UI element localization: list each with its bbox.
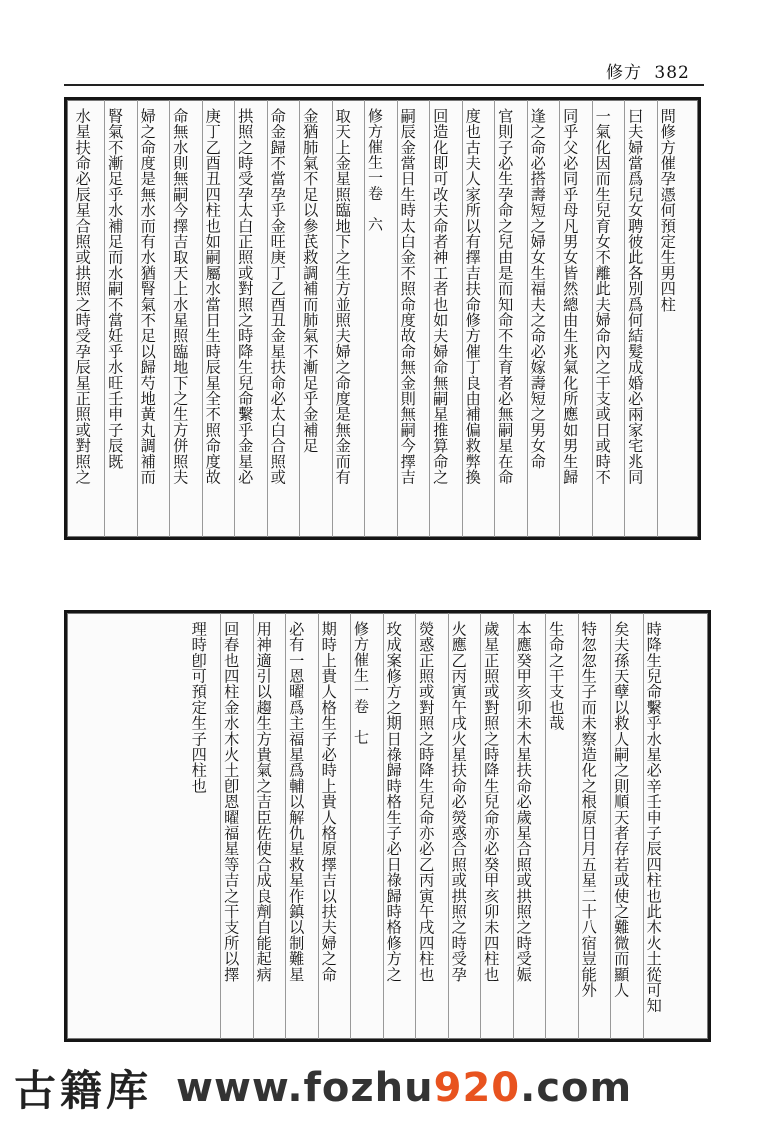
text-column: 腎氣不漸足乎水補足而水嗣不當妊乎水旺壬申子辰既	[106, 108, 125, 470]
text-column: 本應癸甲亥卯未木星扶命必歲星合照或拱照之時受娠	[514, 621, 533, 983]
column-rule	[462, 100, 463, 537]
site-name: 古籍库	[14, 1066, 153, 1115]
text-column: 回造化即可改夫命者神工者也如夫婦命無嗣星推算命之	[431, 108, 450, 485]
text-column: 拱照之時受孕太白正照或對照之時降生兒命繫乎金星必	[236, 108, 255, 485]
column-rule	[169, 100, 170, 537]
column-rule	[643, 613, 644, 1039]
section-title: 修方	[606, 63, 642, 83]
text-column: 問修方催孕憑何預定生男四柱	[658, 108, 677, 313]
text-column: 玫成案修方之期日祿歸時格生子必日祿歸時格修方之	[384, 621, 403, 983]
page-header	[600, 58, 690, 83]
text-column: 修方催生一卷 七	[352, 621, 370, 745]
text-column: 金猶肺氣不足以參芪救調補而肺氣不漸足乎金補足	[301, 108, 320, 454]
text-column: 命無水則無嗣今擇吉取天上水星照臨地下之生方併照夫	[171, 108, 190, 485]
page-number: 382	[654, 63, 690, 83]
text-column: 用神適引以趨生方貴氣之吉臣佐使合成良劑自能起病	[254, 621, 273, 983]
text-column: 生命之干支也哉	[547, 621, 566, 731]
bottom-text-panel	[64, 610, 711, 1042]
text-column: 同乎父必同乎母凡男女皆然總由生兆氣化所應如男生歸	[561, 108, 580, 485]
column-rule	[415, 613, 416, 1039]
column-rule	[137, 100, 138, 537]
text-column: 特忽忽生子而未察造化之根原日月五星二十八宿豈能外	[579, 621, 598, 998]
url-prefix: www.fozhu	[176, 1065, 434, 1111]
text-column: 曰夫婦當爲兒女聘彼此各別爲何結髮成婚必兩家宅兆同	[626, 108, 645, 485]
text-column: 取天上金星照臨地下之生方並照夫婦之命度是無金而有	[333, 108, 352, 485]
column-rule	[494, 100, 495, 537]
site-url[interactable]	[176, 1065, 632, 1111]
text-column: 官則子必生孕命之兒由是而知命不生育者必無嗣星在命	[496, 108, 515, 485]
column-rule	[104, 100, 105, 537]
text-column: 時降生兒命繫乎水星必辛壬申子辰四柱也此木火土從可知	[644, 621, 663, 1014]
text-column: 一氣化因而生兒育女不離此夫婦命內之干支或日或時不	[593, 108, 612, 485]
text-column: 水星扶命必辰星合照或拱照之時受孕辰星正照或對照之	[73, 108, 92, 485]
column-rule	[202, 100, 203, 537]
text-column: 庚丁乙酉丑四柱也如嗣屬水當日生時辰星全不照命度故	[203, 108, 222, 485]
column-rule	[429, 100, 430, 537]
column-rule	[234, 100, 235, 537]
text-column: 必有一恩曜爲主福星爲輔以解仇星救星作鎮以制難星	[287, 621, 306, 983]
column-rule	[397, 100, 398, 537]
text-column: 嗣辰金當日生時太白金不照命度故命無金則無嗣今擇吉	[398, 108, 417, 485]
column-rule	[350, 613, 351, 1039]
text-column: 婦之命度是無水而有水猶腎氣不足以歸芍地黃丸調補而	[138, 108, 157, 485]
watermark-footer	[14, 1058, 714, 1118]
text-column: 矣夫孫天孽以救人嗣之則順天者存若或使之難微而顯人	[612, 621, 631, 998]
column-rule	[624, 100, 625, 537]
text-column: 熒惑正照或對照之時降生兒命亦必乙丙寅午戌四柱也	[417, 621, 436, 983]
text-column: 理時卽可預定生子四柱也	[189, 621, 208, 794]
column-rule	[448, 613, 449, 1039]
column-rule	[545, 613, 546, 1039]
column-rule	[299, 100, 300, 537]
column-rule	[578, 613, 579, 1039]
text-column: 度也古夫人家所以有擇吉扶命修方催丁良由補偏救弊換	[463, 108, 482, 485]
text-column: 命金歸不當孕乎金旺庚丁乙酉丑金星扶命必太白合照或	[268, 108, 287, 485]
column-rule	[527, 100, 528, 537]
column-rule	[318, 613, 319, 1039]
column-rule	[267, 100, 268, 537]
column-rule	[657, 100, 658, 537]
column-rule	[592, 100, 593, 537]
text-column: 修方催生一卷 六	[366, 108, 384, 232]
header-rule	[64, 84, 704, 86]
text-column: 歲星正照或對照之時降生兒命亦必癸甲亥卯未四柱也	[482, 621, 501, 983]
column-rule	[383, 613, 384, 1039]
text-column: 期時上貴人格生子必時上貴人格原擇吉以扶夫婦之命	[319, 621, 338, 983]
url-accent: 920	[433, 1065, 521, 1111]
text-column: 火應乙丙寅午戌火星扶命必熒惑合照或拱照之時受孕	[449, 621, 468, 983]
text-column: 回春也四柱金水木火土卽恩曜福星等吉之干支所以擇	[222, 621, 241, 983]
column-rule	[480, 613, 481, 1039]
column-rule	[253, 613, 254, 1039]
column-rule	[332, 100, 333, 537]
column-rule	[513, 613, 514, 1039]
text-column: 逢之命必搭壽短之婦女生福夫之命必嫁壽短之男女命	[528, 108, 547, 470]
column-rule	[285, 613, 286, 1039]
url-suffix: .com	[520, 1065, 633, 1111]
column-rule	[610, 613, 611, 1039]
top-text-panel	[64, 97, 701, 540]
column-rule	[364, 100, 365, 537]
column-rule	[220, 613, 221, 1039]
column-rule	[559, 100, 560, 537]
